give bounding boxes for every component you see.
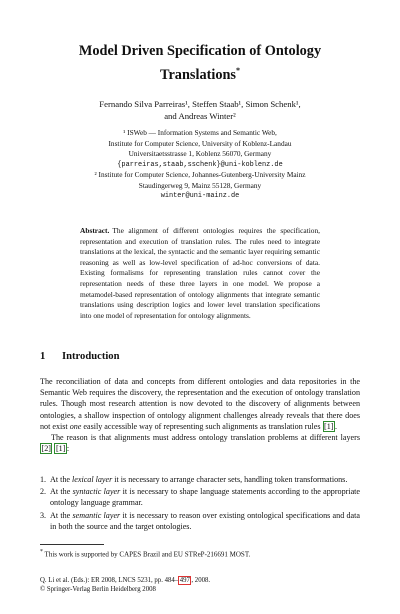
list-text-post: it is necessary to reason over existing ontological specifications and data in both the source and the target ontologies.: [50, 510, 360, 531]
list-text-emphasis: syntactic layer: [72, 487, 121, 497]
list-number: 3.: [40, 510, 47, 520]
list-text: [50, 474, 360, 485]
footnote-mark: *: [40, 549, 43, 555]
abstract-text: The alignment of different ontologies requires the specification, representation and execution of translation rules. The rules need to integrate translations at the lexical, the syntactic and the semantic layer requiring semantic reasoning as well as low-level specification of ad-hoc conversions of data. Existing formalisms for representing translation rules cannot cover the representation needs of these three layers in one model. We propose a metamodel-based representation of ontology alignments that integrate semantic translations using description logics and lower level translation specifications into one model of representation for ontology alignments.: [80, 226, 320, 320]
title-line-2: [40, 61, 360, 85]
list-text-post: it is necessary to shape language statements according to the appropriate ontology language grammar.: [50, 487, 361, 508]
imprint-line-1: [40, 576, 360, 585]
list-text-pre: At the: [50, 475, 73, 484]
citation-link[interactable]: [1]: [324, 421, 334, 431]
list-item: [40, 486, 360, 508]
footnote-text: This work is supported by CAPES Brazil and EU STReP-216691 MOST.: [44, 550, 251, 559]
list-text-emphasis: lexical layer: [72, 475, 113, 484]
paragraph-2-text-a: The reason is that alignments must address ontology translation problems at different layers: [51, 433, 360, 443]
footnote: [40, 548, 360, 559]
affiliation-1-line-1: ¹ ISWeb — Information Systems and Semantic Web,: [123, 128, 277, 137]
layer-list: [40, 474, 360, 533]
imprint-line-2: © Springer-Verlag Berlin Heidelberg 2008: [40, 586, 156, 593]
list-item: [40, 474, 360, 485]
intro-body: [40, 376, 360, 454]
list-number: 2.: [40, 487, 47, 497]
affiliation-1-email[interactable]: {parreiras,staab,sschenk}@uni-koblenz.de: [117, 160, 283, 169]
affiliation-2-line-2: Staudingerweg 9, Mainz 55128, Germany: [138, 180, 262, 190]
affiliation-1-line-2: Institute for Computer Science, University of Koblenz-Landau: [108, 138, 292, 148]
author-list: [40, 98, 360, 122]
paragraph-1-text-a: The reconciliation of data and concepts from different ontologies and data repositories in the Semantic Web requires the discovery, the representation and the execution of ontology translation rules. Though most research attention is now devoted to the discovery of alignments between ontologies, a shallow inspection of ontology alignment challenges already reveals that there does not exist: [40, 377, 360, 431]
list-text-pre: At the: [50, 510, 73, 520]
section-title: Introduction: [62, 351, 120, 362]
list-item: [40, 510, 360, 532]
list-text-emphasis: semantic layer: [72, 510, 121, 520]
imprint-text-b: , 2008.: [191, 577, 211, 584]
intro-paragraph-1: [40, 376, 360, 432]
affiliation-2-email[interactable]: winter@uni-mainz.de: [160, 192, 240, 200]
authors-line-1: Fernando Silva Parreiras¹, Steffen Staab¹, Simon Schenk¹,: [99, 99, 301, 109]
paragraph-1-text-c: .: [334, 421, 338, 431]
section-number: 1: [40, 351, 46, 362]
title-line-2-text: Translations: [159, 66, 236, 83]
abstract: [80, 226, 320, 321]
authors-line-2: and Andreas Winter²: [164, 111, 236, 121]
imprint-text-a: Q. Li et al. (Eds.): ER 2008, LNCS 5231, pp. 484–: [40, 577, 179, 584]
affiliation-2-line-1: ² Institute for Computer Science, Johannes-Gutenberg-University Mainz: [94, 170, 306, 179]
footnote-divider: [40, 544, 104, 545]
citation-link[interactable]: [1]: [55, 444, 66, 454]
list-number: 1.: [40, 475, 47, 484]
list-text-post: it is necessary to arrange character sets, handling token transformations.: [112, 475, 348, 484]
paragraph-1-text-b: easily accessible way of representing such alignments as translation rules: [81, 421, 323, 431]
paragraph-1-emphasis: one: [69, 421, 82, 431]
abstract-label: Abstract.: [80, 226, 110, 235]
affiliation-1-line-3: Universitaetsstrasse 1, Koblenz 56070, Germany: [128, 149, 272, 158]
paragraph-2-text-b: :: [66, 444, 70, 454]
title-line-1: Model Driven Specification of Ontology: [78, 43, 322, 59]
publication-imprint: [40, 576, 360, 594]
page-link[interactable]: 497: [179, 577, 190, 584]
title-footnote-mark: *: [236, 66, 240, 75]
paper-title: [40, 42, 360, 85]
affiliations: [40, 128, 360, 202]
section-heading: [40, 351, 120, 362]
list-text: [50, 510, 360, 532]
list-text-pre: At the: [50, 487, 73, 497]
citation-link[interactable]: [2]: [41, 444, 51, 454]
list-text: [50, 486, 360, 508]
intro-paragraph-2: [40, 432, 360, 454]
